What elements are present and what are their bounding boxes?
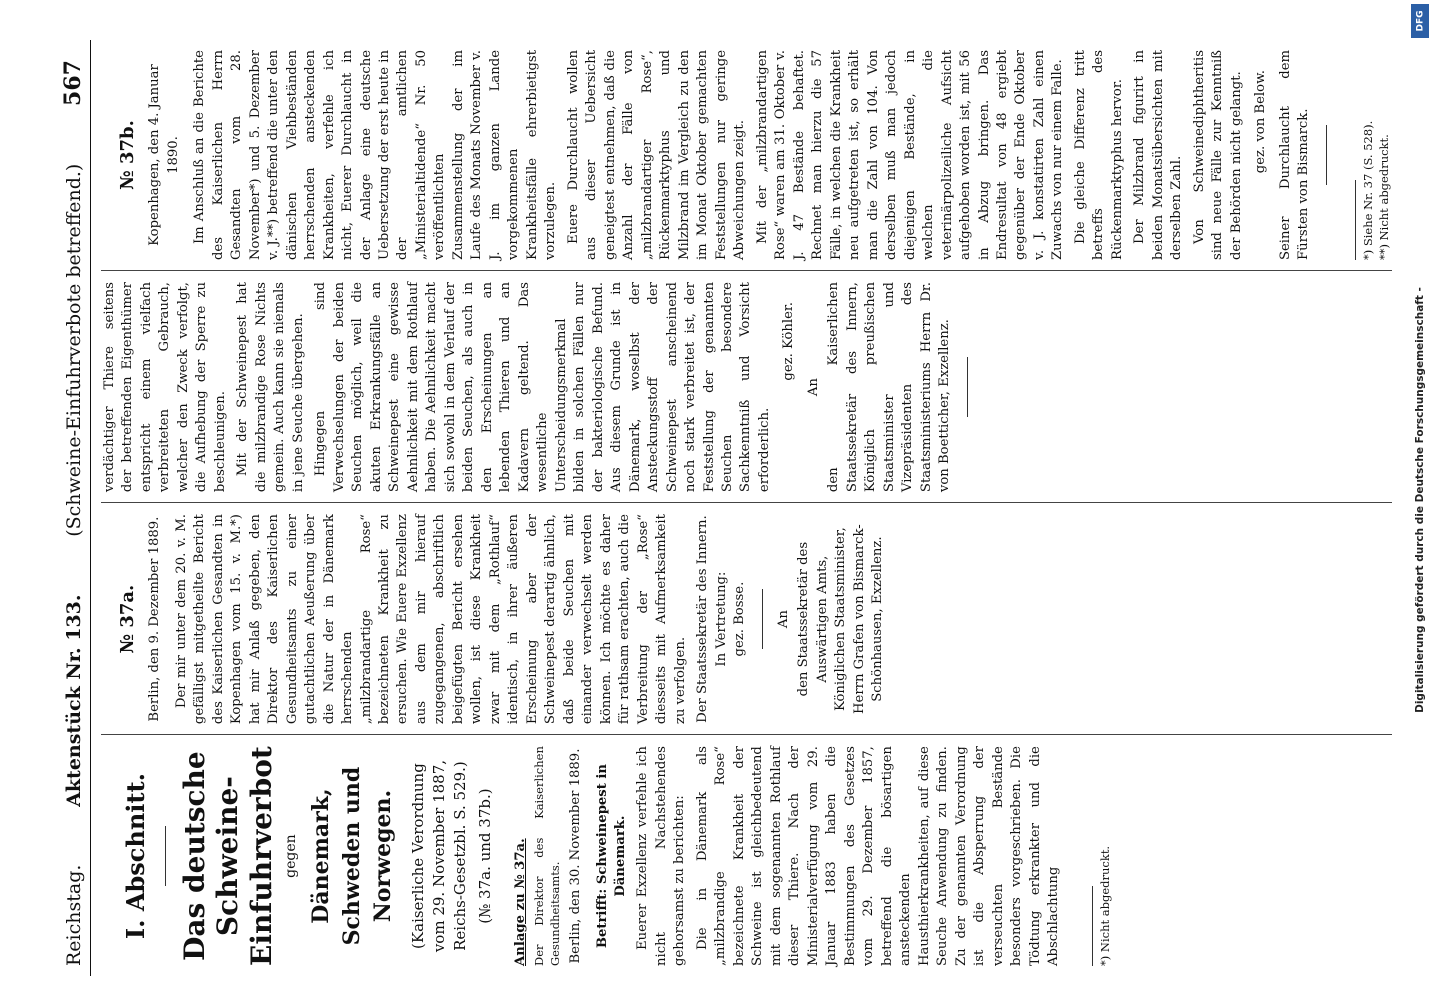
subtitle: Dänemark, Schweden und Norwegen. [307,766,396,946]
column-4 [101,50,1392,260]
column-1 [101,746,1392,966]
signature-name: gez. Bosse. [732,581,748,657]
signature-representation: In Vertretung: [713,571,729,667]
section-title: I. Abschnitt. [121,773,150,940]
addressee: den Staatssekretär des Auswärtigen Amts, Königlichen Staatsminister, Herrn Grafen von Bismarck-Schönhausen, Exzellenz. [796,524,886,714]
paragraph: Der mir unter dem 20. v. M. gefälligst mitgetheilte Bericht des Kaiserlichen Gesandten in Kopenhagen vom 15. v. M.*) hat mir Anlaß gegeben, den Direktor des Kaiserlichen Gesundheitsamts zu einer gutachtlichen Aeußerung über die Natur der in Dänemark herrschenden „milzbrandartige Rose“ bezeichneten Krankheit zu ersuchen. Wie Euere Exzellenz aus dem mir hierauf zugegangenen, abschriftlich beigefügten Bericht ersehen wollen, ist diese Krankheit zwar mit dem „Rothlauf“ identisch, in ihrer äußeren Erscheinung aber der Schweinepest derartig ähnlich, daß beide Seuchen mit einander verwechselt werden können. Ich möchte es daher für rathsam erachten, auch die Verbreitung der „Rose“ diesseits mit Aufmerksamkeit zu verfolgen. [173,514,688,725]
dateline: Berlin, den 30. November 1889. [568,748,584,964]
paragraph: Die in Dänemark als „milzbrandige Rose“ bezeichnete Krankheit der Schweine ist gleichbedeutend mit dem sogenannten Rothlauf dieser Thiere. Nach der Ministerialverfügung vom 29. Januar 1883 haben die Bestimmungen des Gesetzes vom 29. Dezember 1857, betreffend die bösartigen ansteckenden Hausthierkrankheiten, auf diese Seuche Anwendung zu finden. Zu der genannten Verordnung ist die Absperrung der verseuchten Bestände besonders vorgeschrieben. Die Tödtung erkrankter und die Abschlachtung [694,746,1062,966]
text-columns [91,40,1392,976]
page-header [60,40,91,976]
anlage-heading: Anlage zu № 37a. [513,838,529,966]
addressee-label: An [775,610,791,629]
footnotes [1355,120,1392,261]
paragraph: Die gleiche Differenz tritt betreffs des Rückenmarktyphus hervor. [1072,50,1125,261]
paragraph: Mit der „milzbrandartigen Rose“ waren am 31. Oktober v. J. 47 Bestände behaftet. Rechnet man hierzu die 57 Fälle, in welchen die Krankheit neu aufgetreten ist, so erhält man die Zahl von 104. Von derselben muß man jedoch diejenigen Bestände, in welchen die veterinärpolizeiliche Aufsicht aufgehoben worden ist, mit 56 in Abzug bringen. Das Endresultat von 48 ergiebt gegenüber der Ende Oktober v. J. konstatirten Zahl einen Zuwachs von nur einem Falle. [754,50,1066,261]
divider [1326,125,1327,185]
paragraph: Euere Durchlaucht wollen aus dieser Uebersicht geneigtest entnehmen, daß die Anzahl der Fälle von „milzbrandartiger Rose“, Rückenmarktyphus und Milzbrand im Vergleich zu den im Monat Oktober gemachten Feststellungen nur geringe Abweichungen zeigt. [565,50,748,261]
header-left: Reichstag. [63,864,85,966]
divider [762,589,763,649]
column-2 [101,514,1392,724]
digitization-credit: Digitalisierung gefördert durch die Deutsche Forschungsgemeinschaft - [1414,287,1426,713]
footnote [1092,845,1113,966]
subject-line: Betrifft: Schweinepest in Dänemark. [594,763,628,949]
addressee: Seiner Durchlaucht dem Fürsten von Bismarck. [1277,50,1312,261]
divider [165,826,166,886]
decree-doc-refs: (№ 37a. und 37b.) [476,788,495,924]
dateline: Berlin, den 9. Dezember 1889. [147,516,163,722]
paragraph: Mit der Schweinepest hat die milzbrandige Rose Nichts gemein. Auch kann sie niemals in jene Seuche übergehen. [235,282,306,493]
addressee-label: An [805,378,821,397]
addressee: den Kaiserlichen Staatssekretär des Innern, Königlich preußischen Staatsminister und Vizepräsidenten des Staatsministeriums Herrn Dr. von Boetticher, Exzellenz. [826,282,953,493]
document-number: № 37a. [117,584,138,654]
paragraph: Euerer Exzellenz verfehle ich nicht Nachstehendes gehorsamst zu berichten: [635,746,688,966]
paragraph: Hingegen sind Verwechselungen der beiden Seuchen möglich, weil die akuten Erkrankungsfälle an Schweinepest eine gewisse Aehnlichkeit mit dem Rothlauf haben. Die Aehnlichkeit macht sich sowohl in dem Verlauf der beiden Seuchen, als auch in den Erscheinungen an lebenden Thieren und an Kadavern geltend. Das wesentliche Unterscheidungsmerkmal bilden in solchen Fällen nur der bakteriologische Befund. Aus diesem Grunde ist in Dänemark, woselbst der Ansteckungsstoff der Schweinepest anscheinend noch stark verbreitet ist, der Feststellung der genannten Seuchen besondere Sachkenntniß und Vorsicht erforderlich. [313,282,772,493]
dateline: Kopenhagen, den 4. Januar 1890. [147,64,181,246]
page-number: 567 [60,60,86,106]
dfg-logo-text: DFG [1415,10,1426,32]
signature-title: Der Staatssekretär des Innern. [695,515,711,723]
anlage-sender: Der Direktor des Kaiserlichen Gesundheitsamts. [531,746,562,966]
decree-reference: (Kaiserliche Verordnung vom 29. November 1887, Reichs-Gesetzbl. S. 529.) [409,759,470,953]
header-document-ref: Aktenstück Nr. 133. [63,594,85,807]
footnote-text: *) Nicht abgedruckt. [1097,845,1112,966]
signature: gez. Köhler. [781,302,797,381]
paragraph: verdächtiger Thiere seitens der betreffenden Eigenthümer entspricht einem vielfach verbreiteten Gebrauch, welcher den Zweck verfolgt, die Aufhebung der Sperre zu beschleunigen. [102,282,228,493]
document-number: № 37b. [117,120,138,190]
footnote-text: *) Siehe Nr. 37 (S. 528). [1360,120,1375,261]
paragraph: Im Anschluß an die Berichte des Kaiserlichen Herrn Gesandten vom 28. November*) und 5. Dezember v. J.**) betreffend die unter den dänischen Viehbeständen herrschenden ansteckenden Krankheiten, verfehle ich nicht, Euerer Durchlaucht in der Anlage eine deutsche Uebersetzung der erst heute in der amtlichen „Ministerialtidende“ Nr. 50 veröffentlichten Zusammenstellung der im Laufe des Monats November v. J. im ganzen Lande vorgekommenen Krankheitsfälle ehrerbietigst vorzulegen. [192,50,559,261]
title-gegen: gegen [283,834,300,878]
main-title: Das deutsche Schweine-Einfuhrverbot [177,746,278,966]
header-title: (Schweine-Einfuhrverbote betreffend.) [63,163,85,537]
dfg-logo [1411,4,1429,38]
footnote-text: **) Nicht abgedruckt. [1376,134,1391,261]
divider [967,357,968,417]
paragraph: Der Milzbrand figurirt in beiden Monatsübersichten mit derselben Zahl. [1132,50,1185,261]
signature: gez. von Below. [1253,70,1269,174]
column-3 [101,282,1392,492]
paragraph: Von Schweinediphtheritis sind neue Fälle zur Kenntniß der Behörden nicht gelangt. [1191,50,1244,261]
